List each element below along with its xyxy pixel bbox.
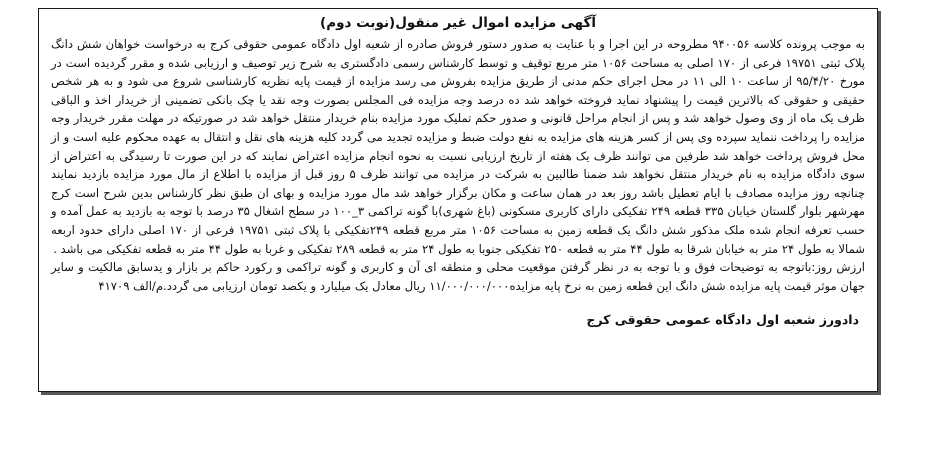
notice-paragraph-value: ارزش روز:باتوجه به توضیحات فوق و با توجه به در نظر گرفتن موقعیت محلی و منطقه ای آن و کاربری و گونه تراکمی و رکورد حاکم بر بازار و یدسابق مالکیت و سایر جهان موثر قیمت پایه مزایده شش دانگ این قطعه زمین به نرخ پایه مزایده۱۱/۰۰۰/۰۰۰/۰۰۰ ریال معادل یک میلیارد و یکصد تومان ارزیابی می گردد.م/الف ۴۱۷۰۹ bbox=[51, 260, 865, 293]
notice-body bbox=[51, 35, 865, 295]
auction-notice-box bbox=[38, 8, 878, 392]
notice-paragraph-main: به موجب پرونده کلاسه ۹۴۰۰۵۶ مطروحه در این اجرا و با عنایت به صدور دستور فروش صادره از شعبه اول دادگاه عمومی حقوقی کرج به درخواست خواهان شش دانگ پلاک ثبتی ۱۹۷۵۱ فرعی از ۱۷۰ اصلی به مساحت ۱۰۵۶ متر مربع توقیف و توسط کارشناس رسمی دادگستری به شرح زیر توصیف و ارزیابی شده و مقرر گردیده است در مورخ ۹۵/۴/۲۰ از ساعت ۱۰ الی ۱۱ در محل اجرای حکم مدنی از طریق مزایده بفروش می رسد مزایده از قیمت پایه نظریه کارشناسی شروع می شود و به هر شخص حقیقی و حقوقی که بالاترین قیمت را پیشنهاد نماید فروخته خواهد شد ده درصد وجه مزایده فی المجلس بصورت وجه نقد یا چک بانکی تضمینی از خریدار اخذ و الباقی ظرف یک ماه از وی وصول خواهد شد و پس از انجام مراحل قانونی و صدور حکم تملیک مورد مزایده بنام خریدار منتقل خواهد شد در صورتیکه در مهلت مقرر خریدار وجه مزایده را پرداخت ننماید سپرده وی پس از کسر هزینه های مزایده به نفع دولت ضبط و مزایده تجدید می گردد کلیه هزینه های نقل و انتقال به عهده محکوم علیه است و از محل فروش پرداخت خواهد شد طرفین می توانند ظرف یک هفته از تاریخ ارزیابی نسبت به نحوه انجام مزایده اعتراض نمایند که در این صورت تا رسیدگی به اعتراض از سوی دادگاه مزایده به نام خریدار منتقل نخواهد شد ضمنا طالبین به شرکت در مزایده می توانند ظرف ۵ روز قبل از مزایده با اطلاع از مال مورد مزایده بازدید نمایند چنانچه روز مزایده مصادف با ایام تعطیل باشد روز بعد در همان ساعت و مکان برگزار خواهد شد مال مورد مزایده و بهای ان طبق نظر کارشناس بدین شرح است کرج مهرشهر بلوار گلستان خیابان ۳۳۵ قطعه ۲۴۹ تفکیکی دارای کاربری مسکونی (باغ شهری)با گونه تراکمی ۳_۱۰۰ در سطح اشغال ۳۵ درصد با توجه به بازدید به عمل آمده و حسب تعرفه انجام شده ملک مذکور شش دانگ یک قطعه زمین به مساحت ۱۰۵۶ متر مربع قطعه ۲۴۹تفکیکی با پلاک ثبتی ۱۹۷۵۱ فرعی از ۱۷۰ اصلی دارای حدود اربعه شمالا به طول ۲۴ متر به خیابان شرقا به طول ۴۴ متر به قطعه ۲۵۰ تفکیکی جنوبا به طول ۲۴ متر به قطعه ۲۸۹ تفکیکی و غربا به طول ۴۴ متر به قطعه تفکیکی می باشد . bbox=[51, 37, 866, 256]
notice-signature: دادورز شعبه اول دادگاه عمومی حقوقی کرج bbox=[586, 312, 859, 328]
notice-title: آگهی مزایده اموال غیر منقول(نوبت دوم) bbox=[320, 15, 596, 31]
